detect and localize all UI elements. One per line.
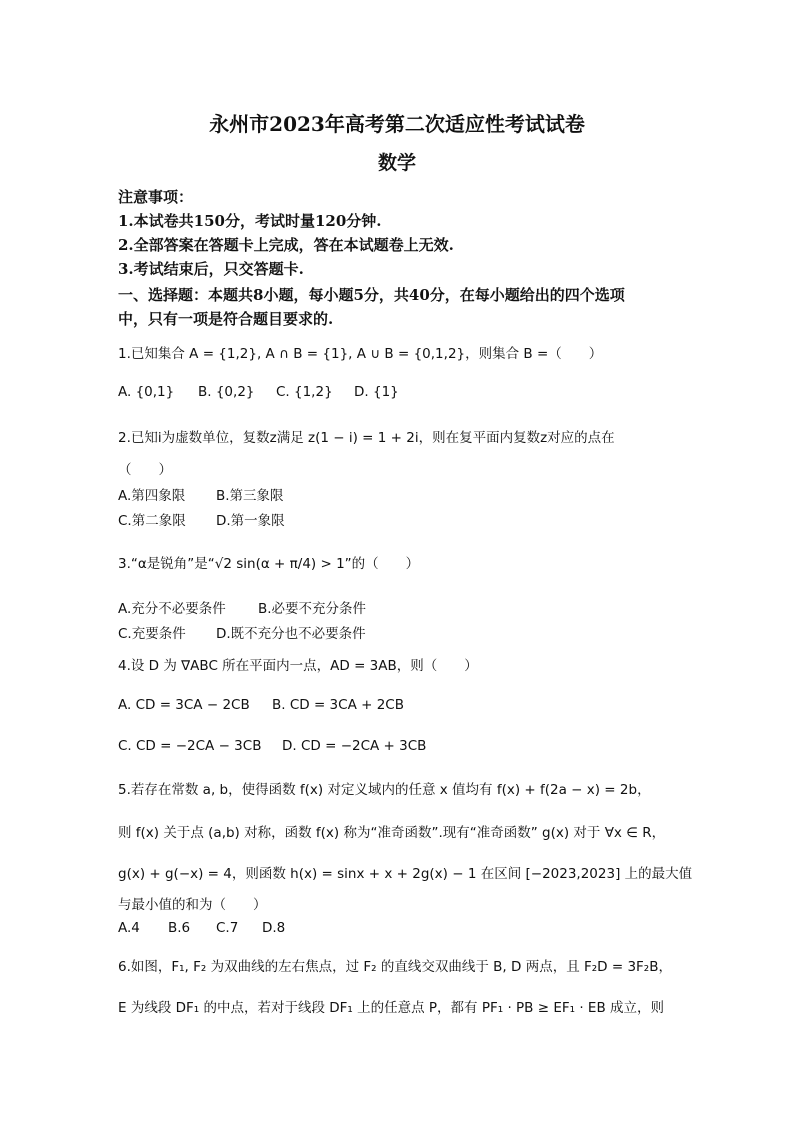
question-6-line-1: 6.如图，F₁, F₂ 为双曲线的左右焦点，过 F₂ 的直线交双曲线于 B, D 两点，且 F₂D = 3F₂B， (118, 959, 672, 975)
exam-title: 永州市2023年高考第二次适应性考试试卷 (209, 112, 585, 136)
question-4-option-c: C. CD = −2CA − 3CB (118, 738, 262, 754)
question-3-option-b: B.必要不充分条件 (258, 601, 367, 617)
question-5-line-4: 与最小值的和为（ ） (118, 897, 267, 913)
question-2-option-a: A.第四象限 (118, 488, 186, 504)
section-heading-line-1: 一、选择题：本题共8小题，每小题5分，共40分，在每小题给出的四个选项 (118, 286, 625, 304)
section-heading-line-2: 中，只有一项是符合题目要求的. (118, 310, 334, 328)
question-6-line-2: E 为线段 DF₁ 的中点，若对于线段 DF₁ 上的任意点 P，都有 PF₁ · PB ≥ EF₁ · EB 成立，则 (118, 1000, 665, 1016)
question-3-option-d: D.既不充分也不必要条件 (216, 626, 366, 642)
notice-item-1: 1.本试卷共150分，考试时量120分钟. (118, 212, 382, 230)
notice-item-2: 2.全部答案在答题卡上完成，答在本试题卷上无效. (118, 236, 454, 254)
question-2-option-c: C.第二象限 (118, 513, 186, 529)
question-1-option-d: D. {1} (354, 384, 399, 400)
question-3-option-c: C.充要条件 (118, 626, 186, 642)
question-1-option-b: B. {0,2} (198, 384, 255, 400)
question-2-option-b: B.第三象限 (216, 488, 284, 504)
question-4-option-b: B. CD = 3CA + 2CB (272, 697, 404, 713)
question-3-stem: 3.“α是锐角”是“√2 sin(α + π/4) > 1”的（ ） (118, 556, 420, 572)
question-4-option-d: D. CD = −2CA + 3CB (282, 738, 427, 754)
question-5-option-d: D.8 (262, 920, 286, 936)
question-1-option-c: C. {1,2} (276, 384, 333, 400)
question-1-option-a: A. {0,1} (118, 384, 175, 400)
question-4-stem: 4.设 D 为 ∇ABC 所在平面内一点，AD = 3AB，则（ ） (118, 658, 478, 674)
question-2-stem: 2.已知i为虚数单位，复数z满足 z(1 − i) = 1 + 2i，则在复平面内复数z对应的点在 (118, 430, 615, 446)
question-5-line-1: 5.若存在常数 a, b，使得函数 f(x) 对定义域内的任意 x 值均有 f(x) + f(2a − x) = 2b， (118, 782, 651, 798)
question-1-stem: 1.已知集合 A = {1,2}, A ∩ B = {1}, A ∪ B = {0,1,2}，则集合 B =（ ） (118, 346, 603, 362)
question-4-option-a: A. CD = 3CA − 2CB (118, 697, 250, 713)
question-5-line-3: g(x) + g(−x) = 4，则函数 h(x) = sinx + x + 2g(x) − 1 在区间 [−2023,2023] 上的最大值 (118, 866, 693, 882)
question-5-line-2: 则 f(x) 关于点 (a,b) 对称，函数 f(x) 称为“准奇函数”.现有“准奇函数” g(x) 对于 ∀x ∈ R， (118, 825, 666, 841)
notice-heading: 注意事项： (118, 188, 194, 206)
question-2-option-d: D.第一象限 (216, 513, 285, 529)
question-3-option-a: A.充分不必要条件 (118, 601, 226, 617)
question-5-option-b: B.6 (168, 920, 191, 936)
notice-item-3: 3.考试结束后，只交答题卡. (118, 260, 304, 278)
question-5-option-c: C.7 (216, 920, 239, 936)
question-2-paren: （ ） (118, 462, 172, 478)
question-5-option-a: A.4 (118, 920, 140, 936)
subject-title: 数学 (377, 152, 416, 174)
